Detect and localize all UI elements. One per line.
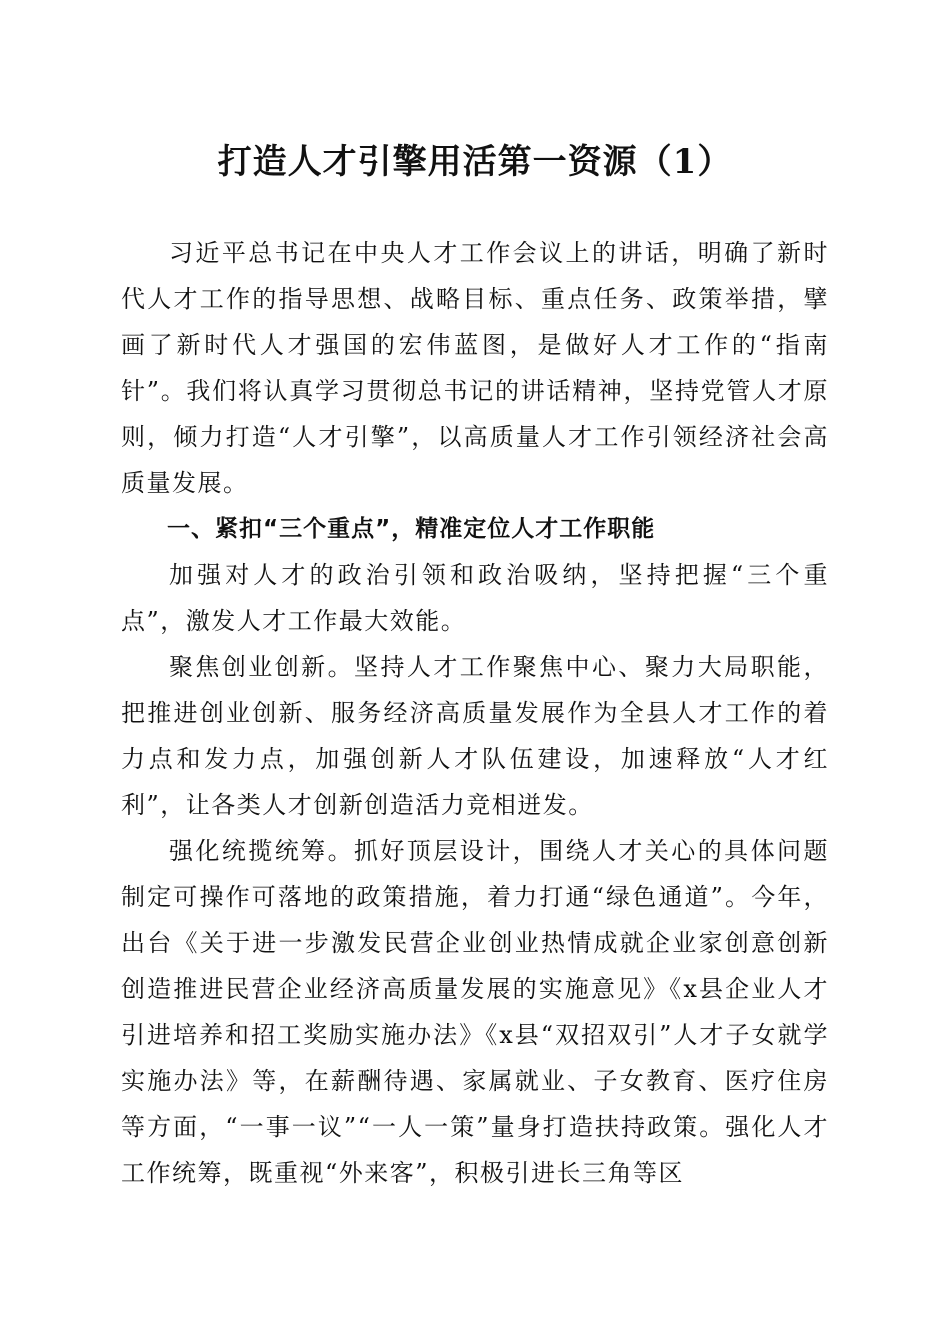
paragraph-section-1-intro: 加强对人才的政治引领和政治吸纳，坚持把握“三个重点”，激发人才工作最大效能。 (121, 561, 829, 635)
section-heading-1: 一、紧扣“三个重点”，精准定位人才工作职能 (167, 516, 656, 542)
paragraph-coordination: 强化统揽统筹。抓好顶层设计，围绕人才关心的具体问题制定可操作可落地的政策措施，着力打通“绿色通道”。今年，出台《关于进一步激发民营企业创业热情成就企业家创意创新创造推进民营企业经济高质量发展的实施意见》《x县企业人才引进培养和招工奖励实施办法》《x县“双招双引”人才子女就学实施办法》等，在薪酬待遇、家属就业、子女教育、医疗住房等方面，“一事一议”“一人一策”量身打造扶持政策。强化人才工作统筹，既重视“外来客”，积极引进长三角等区 (121, 837, 829, 1187)
document-title: 打造人才引擎用活第一资源（1） (217, 142, 733, 182)
paragraph-innovation: 聚焦创业创新。坚持人才工作聚焦中心、聚力大局职能，把推进创业创新、服务经济高质量发展作为全县人才工作的着力点和发力点，加强创新人才队伍建设，加速释放“人才红利”，让各类人才创新创造活力竞相迸发。 (121, 653, 829, 819)
document-body (121, 230, 829, 1196)
paragraph-intro: 习近平总书记在中央人才工作会议上的讲话，明确了新时代人才工作的指导思想、战略目标、重点任务、政策举措，擘画了新时代人才强国的宏伟蓝图，是做好人才工作的“指南针”。我们将认真学习贯彻总书记的讲话精神，坚持党管人才原则，倾力打造“人才引擎”，以高质量人才工作引领经济社会高质量发展。 (121, 239, 829, 497)
